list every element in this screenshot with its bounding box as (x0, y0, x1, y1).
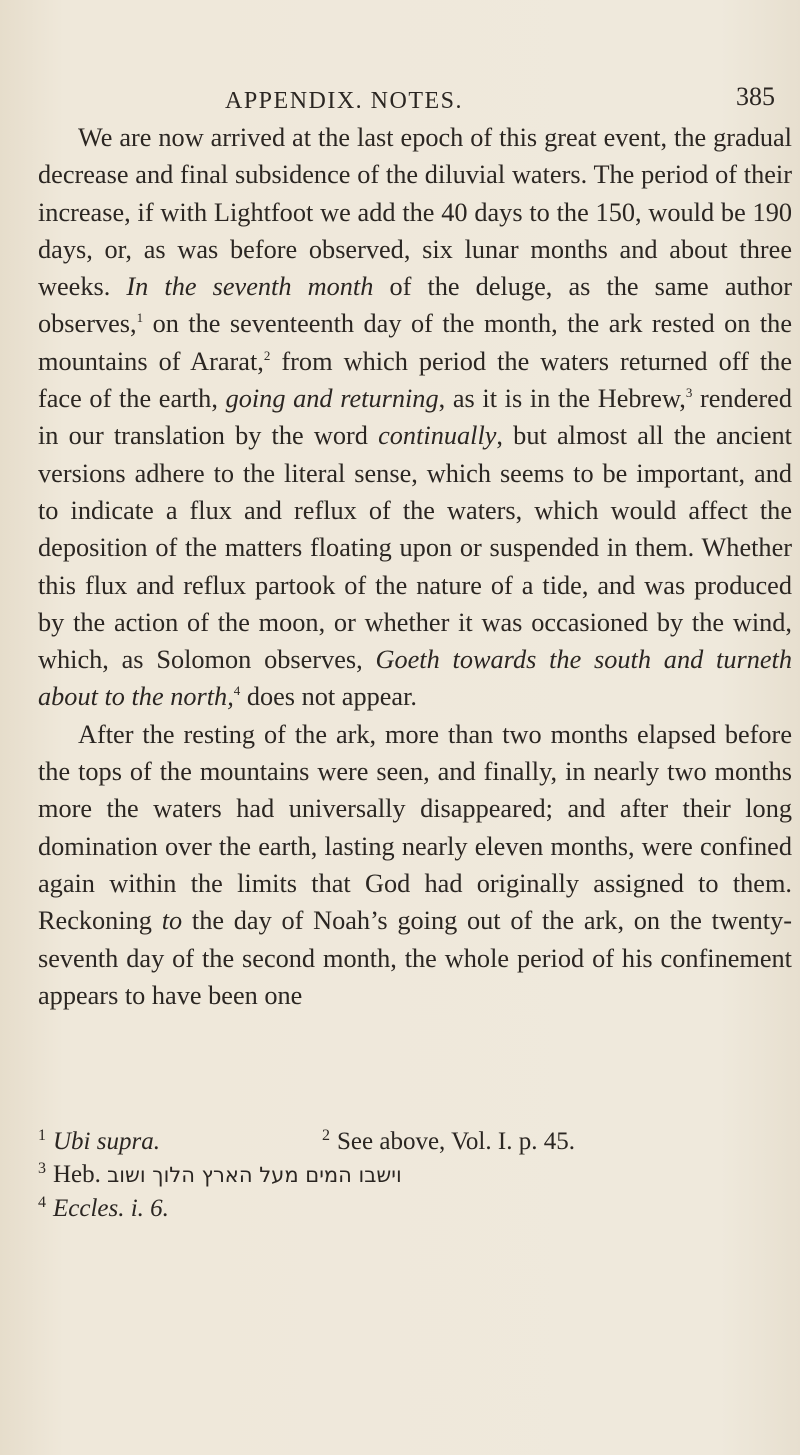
page-number: 385 (736, 82, 775, 111)
footnote-ref: 1 (136, 310, 144, 326)
text-run: , as it is in the Hebrew, (438, 384, 686, 414)
paragraph-2 (38, 716, 792, 1014)
italic-phrase: going and returning (225, 384, 439, 414)
footnote-4-number: 4 (38, 1193, 46, 1211)
italic-phrase: Goeth towards the south and turneth about to the north, (38, 645, 793, 712)
footnote-4 (38, 1192, 169, 1225)
footnote-row-1 (38, 1125, 792, 1158)
footnote-ref: 3 (685, 385, 693, 401)
footnote-3-label: Heb. (53, 1161, 101, 1188)
footnote-3 (38, 1158, 402, 1192)
text-run: We are now arrived at the last epoch of this great event, the gradual decrease and final subsidence of the diluvial waters. The period of their increase, if with Lightfoot we add the 40 days to the 150, would be 190 days, or, as was before observed, six lunar months and about three weeks. (38, 123, 792, 302)
footnote-1-text: Ubi supra. (53, 1128, 160, 1155)
footnote-2-text: See above, Vol. I. p. 45. (337, 1128, 575, 1155)
running-head: APPENDIX. NOTES. (225, 88, 464, 114)
text-run: After the resting of the ark, more than two months elapsed before the tops of the mountains were seen, and finally, in nearly two months more the waters had universally disappeared; and after their long domination over the earth, lasting nearly eleven months, were confined again within the limits that God had originally assigned to them. Reckoning (38, 719, 792, 936)
footnote-3-number: 3 (38, 1159, 46, 1177)
footnote-ref: 2 (263, 348, 271, 364)
paragraph-1 (38, 119, 792, 716)
italic-phrase: In the seventh month (126, 272, 374, 302)
footnote-1 (38, 1125, 322, 1158)
footnote-ref: 4 (233, 683, 241, 699)
footnote-row-2 (38, 1158, 792, 1192)
footnote-2 (322, 1125, 575, 1158)
footnote-2-number: 2 (322, 1126, 330, 1144)
footnote-3-hebrew: וישבו המים מעל הארץ הלוך ושוב (107, 1163, 402, 1187)
body-text (38, 119, 792, 1014)
footnote-1-number: 1 (38, 1126, 46, 1144)
text-run: the day of Noah’s going out of the ark, on the twenty-seventh day of the second month, the whole period of his confinement appears to have been one (38, 906, 792, 1010)
footnote-row-3 (38, 1192, 792, 1225)
text-run: on the seventeenth day of the month, the ark rested on the mountains of Ararat, (38, 309, 792, 376)
italic-phrase: to (161, 906, 183, 936)
text-run: from which period the waters returned off the face of the earth, (38, 346, 792, 414)
text-run: rendered in our translation by the word (38, 384, 792, 451)
italic-phrase: continually (378, 421, 497, 451)
text-run: , but almost all the ancient versions adhere to the literal sense, which seems to be important, and to indicate a flux and reflux of the waters, which would affect the deposition of the matters floating upon or suspended in them. Whether this flux and reflux partook of the nature of a tide, and was produced by the action of the moon, or whether it was occasioned by the wind, which, as Solomon observes, (38, 421, 792, 675)
text-run: does not appear. (240, 682, 417, 712)
footnote-4-text: Eccles. i. 6. (53, 1195, 169, 1222)
text-run: of the deluge, as the same author observes, (38, 272, 792, 339)
footnotes (38, 1125, 792, 1225)
page-header (0, 82, 800, 122)
